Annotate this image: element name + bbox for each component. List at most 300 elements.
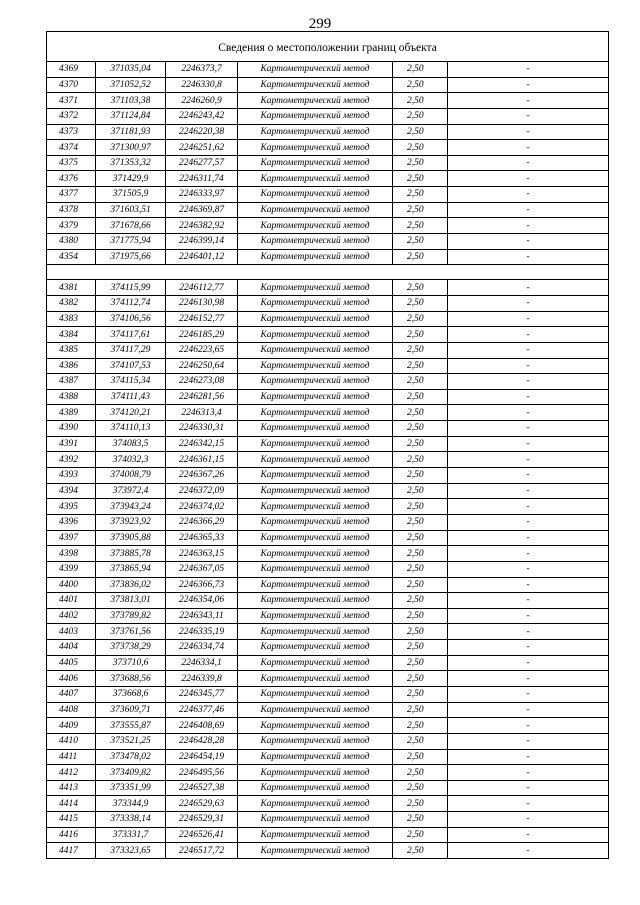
- accuracy-cell: 2,50: [393, 124, 448, 140]
- y-coordinate-cell: 2246382,92: [166, 218, 238, 234]
- table-row: [47, 311, 609, 327]
- accuracy-cell: 2,50: [393, 218, 448, 234]
- point-number-cell: 4388: [47, 389, 96, 405]
- x-coordinate-cell: 373789,82: [96, 608, 166, 624]
- note-cell: -: [448, 577, 609, 593]
- method-cell: Картометрический метод: [238, 702, 393, 718]
- x-coordinate-cell: 374112,74: [96, 295, 166, 311]
- note-cell: -: [448, 483, 609, 499]
- x-coordinate-cell: 373351,99: [96, 780, 166, 796]
- method-cell: Картометрический метод: [238, 843, 393, 859]
- x-coordinate-cell: 373521,25: [96, 733, 166, 749]
- y-coordinate-cell: 2246273,08: [166, 374, 238, 390]
- method-cell: Картометрический метод: [238, 546, 393, 562]
- y-coordinate-cell: 2246361,15: [166, 452, 238, 468]
- x-coordinate-cell: 374110,13: [96, 421, 166, 437]
- accuracy-cell: 2,50: [393, 295, 448, 311]
- table-row: [47, 155, 609, 171]
- point-number-cell: 4397: [47, 530, 96, 546]
- table-row: [47, 280, 609, 296]
- y-coordinate-cell: 2246130,98: [166, 295, 238, 311]
- method-cell: Картометрический метод: [238, 140, 393, 156]
- method-cell: Картометрический метод: [238, 483, 393, 499]
- x-coordinate-cell: 373813,01: [96, 593, 166, 609]
- table-row: [47, 389, 609, 405]
- note-cell: -: [448, 608, 609, 624]
- accuracy-cell: 2,50: [393, 155, 448, 171]
- point-number-cell: 4405: [47, 655, 96, 671]
- method-cell: Картометрический метод: [238, 530, 393, 546]
- method-cell: Картометрический метод: [238, 358, 393, 374]
- point-number-cell: 4411: [47, 749, 96, 765]
- method-cell: Картометрический метод: [238, 295, 393, 311]
- x-coordinate-cell: 373323,65: [96, 843, 166, 859]
- y-coordinate-cell: 2246335,19: [166, 624, 238, 640]
- method-cell: Картометрический метод: [238, 796, 393, 812]
- table-row: [47, 249, 609, 265]
- x-coordinate-cell: 373885,78: [96, 546, 166, 562]
- y-coordinate-cell: 2246354,06: [166, 593, 238, 609]
- point-number-cell: 4380: [47, 234, 96, 250]
- y-coordinate-cell: 2246527,38: [166, 780, 238, 796]
- x-coordinate-cell: 371103,38: [96, 93, 166, 109]
- accuracy-cell: 2,50: [393, 77, 448, 93]
- method-cell: Картометрический метод: [238, 812, 393, 828]
- method-cell: Картометрический метод: [238, 640, 393, 656]
- accuracy-cell: 2,50: [393, 374, 448, 390]
- x-coordinate-cell: 374106,56: [96, 311, 166, 327]
- table-row: [47, 499, 609, 515]
- method-cell: Картометрический метод: [238, 593, 393, 609]
- table-row: [47, 358, 609, 374]
- note-cell: -: [448, 374, 609, 390]
- table-row: [47, 608, 609, 624]
- accuracy-cell: 2,50: [393, 686, 448, 702]
- point-number-cell: 4386: [47, 358, 96, 374]
- note-cell: -: [448, 202, 609, 218]
- y-coordinate-cell: 2246243,42: [166, 108, 238, 124]
- method-cell: Картометрический метод: [238, 686, 393, 702]
- note-cell: -: [448, 155, 609, 171]
- accuracy-cell: 2,50: [393, 749, 448, 765]
- x-coordinate-cell: 371603,51: [96, 202, 166, 218]
- y-coordinate-cell: 2246152,77: [166, 311, 238, 327]
- table-row: [47, 530, 609, 546]
- y-coordinate-cell: 2246517,72: [166, 843, 238, 859]
- accuracy-cell: 2,50: [393, 249, 448, 265]
- note-cell: -: [448, 311, 609, 327]
- accuracy-cell: 2,50: [393, 796, 448, 812]
- y-coordinate-cell: 2246374,02: [166, 499, 238, 515]
- x-coordinate-cell: 374117,61: [96, 327, 166, 343]
- y-coordinate-cell: 2246339,8: [166, 671, 238, 687]
- accuracy-cell: 2,50: [393, 733, 448, 749]
- method-cell: Картометрический метод: [238, 187, 393, 203]
- table-row: [47, 718, 609, 734]
- accuracy-cell: 2,50: [393, 405, 448, 421]
- point-number-cell: 4393: [47, 468, 96, 484]
- accuracy-cell: 2,50: [393, 234, 448, 250]
- point-number-cell: 4385: [47, 342, 96, 358]
- method-cell: Картометрический метод: [238, 733, 393, 749]
- table-row: [47, 640, 609, 656]
- point-number-cell: 4402: [47, 608, 96, 624]
- method-cell: Картометрический метод: [238, 499, 393, 515]
- method-cell: Картометрический метод: [238, 452, 393, 468]
- point-number-cell: 4376: [47, 171, 96, 187]
- y-coordinate-cell: 2246345,77: [166, 686, 238, 702]
- y-coordinate-cell: 2246363,15: [166, 546, 238, 562]
- note-cell: -: [448, 640, 609, 656]
- note-cell: -: [448, 733, 609, 749]
- x-coordinate-cell: 373943,24: [96, 499, 166, 515]
- table-row: [47, 421, 609, 437]
- table-row: [47, 733, 609, 749]
- y-coordinate-cell: 2246529,63: [166, 796, 238, 812]
- method-cell: Картометрический метод: [238, 327, 393, 343]
- accuracy-cell: 2,50: [393, 546, 448, 562]
- y-coordinate-cell: 2246366,29: [166, 514, 238, 530]
- accuracy-cell: 2,50: [393, 593, 448, 609]
- accuracy-cell: 2,50: [393, 640, 448, 656]
- y-coordinate-cell: 2246399,14: [166, 234, 238, 250]
- point-number-cell: 4369: [47, 62, 96, 78]
- table-row: [47, 187, 609, 203]
- y-coordinate-cell: 2246330,31: [166, 421, 238, 437]
- point-number-cell: 4392: [47, 452, 96, 468]
- table-row: [47, 295, 609, 311]
- note-cell: -: [448, 436, 609, 452]
- y-coordinate-cell: 2246408,69: [166, 718, 238, 734]
- point-number-cell: 4377: [47, 187, 96, 203]
- note-cell: -: [448, 218, 609, 234]
- point-number-cell: 4408: [47, 702, 96, 718]
- point-number-cell: 4400: [47, 577, 96, 593]
- y-coordinate-cell: 2246367,26: [166, 468, 238, 484]
- x-coordinate-cell: 374083,5: [96, 436, 166, 452]
- table-row: [47, 405, 609, 421]
- note-cell: -: [448, 93, 609, 109]
- table-row: [47, 218, 609, 234]
- x-coordinate-cell: 371353,32: [96, 155, 166, 171]
- table-row: [47, 843, 609, 859]
- point-number-cell: 4412: [47, 765, 96, 781]
- note-cell: -: [448, 702, 609, 718]
- x-coordinate-cell: 373344,9: [96, 796, 166, 812]
- accuracy-cell: 2,50: [393, 765, 448, 781]
- note-cell: -: [448, 546, 609, 562]
- accuracy-cell: 2,50: [393, 187, 448, 203]
- x-coordinate-cell: 374117,29: [96, 342, 166, 358]
- method-cell: Картометрический метод: [238, 218, 393, 234]
- x-coordinate-cell: 374032,3: [96, 452, 166, 468]
- point-number-cell: 4395: [47, 499, 96, 515]
- y-coordinate-cell: 2246401,12: [166, 249, 238, 265]
- point-number-cell: 4416: [47, 827, 96, 843]
- note-cell: -: [448, 593, 609, 609]
- x-coordinate-cell: 373478,02: [96, 749, 166, 765]
- accuracy-cell: 2,50: [393, 171, 448, 187]
- x-coordinate-cell: 371975,66: [96, 249, 166, 265]
- note-cell: -: [448, 358, 609, 374]
- y-coordinate-cell: 2246250,64: [166, 358, 238, 374]
- page-number: 299: [308, 16, 332, 32]
- point-number-cell: 4407: [47, 686, 96, 702]
- point-number-cell: 4415: [47, 812, 96, 828]
- y-coordinate-cell: 2246367,05: [166, 561, 238, 577]
- note-cell: -: [448, 530, 609, 546]
- accuracy-cell: 2,50: [393, 514, 448, 530]
- x-coordinate-cell: 374115,99: [96, 280, 166, 296]
- note-cell: -: [448, 62, 609, 78]
- x-coordinate-cell: 374008,79: [96, 468, 166, 484]
- method-cell: Картометрический метод: [238, 561, 393, 577]
- point-number-cell: 4375: [47, 155, 96, 171]
- point-number-cell: 4382: [47, 295, 96, 311]
- method-cell: Картометрический метод: [238, 124, 393, 140]
- x-coordinate-cell: 373668,6: [96, 686, 166, 702]
- note-cell: -: [448, 686, 609, 702]
- table-row: [47, 124, 609, 140]
- note-cell: -: [448, 499, 609, 515]
- y-coordinate-cell: 2246277,57: [166, 155, 238, 171]
- note-cell: -: [448, 234, 609, 250]
- y-coordinate-cell: 2246373,7: [166, 62, 238, 78]
- method-cell: Картометрический метод: [238, 827, 393, 843]
- method-cell: Картометрический метод: [238, 155, 393, 171]
- method-cell: Картометрический метод: [238, 108, 393, 124]
- table-row: [47, 342, 609, 358]
- note-cell: -: [448, 327, 609, 343]
- y-coordinate-cell: 2246529,31: [166, 812, 238, 828]
- table-row: [47, 827, 609, 843]
- table-row: [47, 327, 609, 343]
- accuracy-cell: 2,50: [393, 577, 448, 593]
- note-cell: -: [448, 249, 609, 265]
- accuracy-cell: 2,50: [393, 452, 448, 468]
- point-number-cell: 4398: [47, 546, 96, 562]
- method-cell: Картометрический метод: [238, 249, 393, 265]
- table-row: [47, 593, 609, 609]
- table-row: [47, 202, 609, 218]
- point-number-cell: 4404: [47, 640, 96, 656]
- x-coordinate-cell: 373331,7: [96, 827, 166, 843]
- note-cell: -: [448, 389, 609, 405]
- method-cell: Картометрический метод: [238, 577, 393, 593]
- note-cell: -: [448, 514, 609, 530]
- table-row: [47, 546, 609, 562]
- table-row: [47, 686, 609, 702]
- x-coordinate-cell: 373555,87: [96, 718, 166, 734]
- method-cell: Картометрический метод: [238, 624, 393, 640]
- table-row: [47, 624, 609, 640]
- point-number-cell: 4410: [47, 733, 96, 749]
- accuracy-cell: 2,50: [393, 483, 448, 499]
- method-cell: Картометрический метод: [238, 468, 393, 484]
- point-number-cell: 4372: [47, 108, 96, 124]
- accuracy-cell: 2,50: [393, 561, 448, 577]
- point-number-cell: 4371: [47, 93, 96, 109]
- method-cell: Картометрический метод: [238, 77, 393, 93]
- accuracy-cell: 2,50: [393, 780, 448, 796]
- method-cell: Картометрический метод: [238, 421, 393, 437]
- table-row: [47, 577, 609, 593]
- note-cell: -: [448, 452, 609, 468]
- method-cell: Картометрический метод: [238, 405, 393, 421]
- note-cell: -: [448, 765, 609, 781]
- x-coordinate-cell: 373761,56: [96, 624, 166, 640]
- y-coordinate-cell: 2246342,15: [166, 436, 238, 452]
- point-number-cell: 4417: [47, 843, 96, 859]
- note-cell: -: [448, 749, 609, 765]
- x-coordinate-cell: 371429,9: [96, 171, 166, 187]
- y-coordinate-cell: 2246366,73: [166, 577, 238, 593]
- accuracy-cell: 2,50: [393, 327, 448, 343]
- note-cell: -: [448, 421, 609, 437]
- accuracy-cell: 2,50: [393, 530, 448, 546]
- x-coordinate-cell: 373338,14: [96, 812, 166, 828]
- y-coordinate-cell: 2246330,8: [166, 77, 238, 93]
- accuracy-cell: 2,50: [393, 499, 448, 515]
- accuracy-cell: 2,50: [393, 671, 448, 687]
- point-number-cell: 4401: [47, 593, 96, 609]
- method-cell: Картометрический метод: [238, 62, 393, 78]
- note-cell: -: [448, 624, 609, 640]
- x-coordinate-cell: 371052,52: [96, 77, 166, 93]
- x-coordinate-cell: 371678,66: [96, 218, 166, 234]
- y-coordinate-cell: 2246334,74: [166, 640, 238, 656]
- y-coordinate-cell: 2246526,41: [166, 827, 238, 843]
- table-row: [47, 171, 609, 187]
- x-coordinate-cell: 373688,56: [96, 671, 166, 687]
- x-coordinate-cell: 373836,02: [96, 577, 166, 593]
- accuracy-cell: 2,50: [393, 436, 448, 452]
- y-coordinate-cell: 2246343,11: [166, 608, 238, 624]
- x-coordinate-cell: 373905,88: [96, 530, 166, 546]
- method-cell: Картометрический метод: [238, 436, 393, 452]
- method-cell: Картометрический метод: [238, 374, 393, 390]
- boundary-table: [46, 31, 609, 859]
- table-row: [47, 749, 609, 765]
- note-cell: -: [448, 655, 609, 671]
- table-row: [47, 234, 609, 250]
- point-number-cell: 4409: [47, 718, 96, 734]
- y-coordinate-cell: 2246251,62: [166, 140, 238, 156]
- note-cell: -: [448, 108, 609, 124]
- note-cell: -: [448, 827, 609, 843]
- table-row: [47, 671, 609, 687]
- table-row: [47, 780, 609, 796]
- method-cell: Картометрический метод: [238, 608, 393, 624]
- y-coordinate-cell: 2246311,74: [166, 171, 238, 187]
- method-cell: Картометрический метод: [238, 655, 393, 671]
- table-title-cell: [47, 32, 609, 62]
- note-cell: -: [448, 780, 609, 796]
- point-number-cell: 4403: [47, 624, 96, 640]
- x-coordinate-cell: 371505,9: [96, 187, 166, 203]
- accuracy-cell: 2,50: [393, 62, 448, 78]
- x-coordinate-cell: 371775,94: [96, 234, 166, 250]
- point-number-cell: 4396: [47, 514, 96, 530]
- accuracy-cell: 2,50: [393, 655, 448, 671]
- x-coordinate-cell: 374107,53: [96, 358, 166, 374]
- accuracy-cell: 2,50: [393, 624, 448, 640]
- method-cell: Картометрический метод: [238, 749, 393, 765]
- method-cell: Картометрический метод: [238, 202, 393, 218]
- y-coordinate-cell: 2246223,65: [166, 342, 238, 358]
- point-number-cell: 4373: [47, 124, 96, 140]
- point-number-cell: 4406: [47, 671, 96, 687]
- note-cell: -: [448, 171, 609, 187]
- table-row: [47, 483, 609, 499]
- group-separator-cell: [47, 265, 609, 280]
- method-cell: Картометрический метод: [238, 514, 393, 530]
- y-coordinate-cell: 2246428,28: [166, 733, 238, 749]
- point-number-cell: 4374: [47, 140, 96, 156]
- y-coordinate-cell: 2246185,29: [166, 327, 238, 343]
- point-number-cell: 4399: [47, 561, 96, 577]
- x-coordinate-cell: 374111,43: [96, 389, 166, 405]
- method-cell: Картометрический метод: [238, 93, 393, 109]
- note-cell: -: [448, 468, 609, 484]
- note-cell: -: [448, 405, 609, 421]
- y-coordinate-cell: 2246333,97: [166, 187, 238, 203]
- method-cell: Картометрический метод: [238, 780, 393, 796]
- method-cell: Картометрический метод: [238, 234, 393, 250]
- y-coordinate-cell: 2246334,1: [166, 655, 238, 671]
- y-coordinate-cell: 2246313,4: [166, 405, 238, 421]
- note-cell: -: [448, 561, 609, 577]
- note-cell: -: [448, 342, 609, 358]
- point-number-cell: 4389: [47, 405, 96, 421]
- x-coordinate-cell: 373409,82: [96, 765, 166, 781]
- note-cell: -: [448, 796, 609, 812]
- table-row: [47, 702, 609, 718]
- point-number-cell: 4414: [47, 796, 96, 812]
- accuracy-cell: 2,50: [393, 608, 448, 624]
- y-coordinate-cell: 2246220,38: [166, 124, 238, 140]
- method-cell: Картометрический метод: [238, 280, 393, 296]
- y-coordinate-cell: 2246377,46: [166, 702, 238, 718]
- accuracy-cell: 2,50: [393, 702, 448, 718]
- point-number-cell: 4381: [47, 280, 96, 296]
- accuracy-cell: 2,50: [393, 827, 448, 843]
- accuracy-cell: 2,50: [393, 468, 448, 484]
- method-cell: Картометрический метод: [238, 171, 393, 187]
- accuracy-cell: 2,50: [393, 342, 448, 358]
- x-coordinate-cell: 371181,93: [96, 124, 166, 140]
- x-coordinate-cell: 374115,34: [96, 374, 166, 390]
- table-row: [47, 436, 609, 452]
- y-coordinate-cell: 2246112,77: [166, 280, 238, 296]
- method-cell: Картометрический метод: [238, 765, 393, 781]
- accuracy-cell: 2,50: [393, 718, 448, 734]
- point-number-cell: 4391: [47, 436, 96, 452]
- table-row: [47, 93, 609, 109]
- point-number-cell: 4394: [47, 483, 96, 499]
- note-cell: -: [448, 671, 609, 687]
- point-number-cell: 4354: [47, 249, 96, 265]
- point-number-cell: 4390: [47, 421, 96, 437]
- note-cell: -: [448, 124, 609, 140]
- y-coordinate-cell: 2246260,9: [166, 93, 238, 109]
- accuracy-cell: 2,50: [393, 311, 448, 327]
- accuracy-cell: 2,50: [393, 421, 448, 437]
- method-cell: Картометрический метод: [238, 718, 393, 734]
- table-row: [47, 514, 609, 530]
- x-coordinate-cell: 373738,29: [96, 640, 166, 656]
- table-row: [47, 655, 609, 671]
